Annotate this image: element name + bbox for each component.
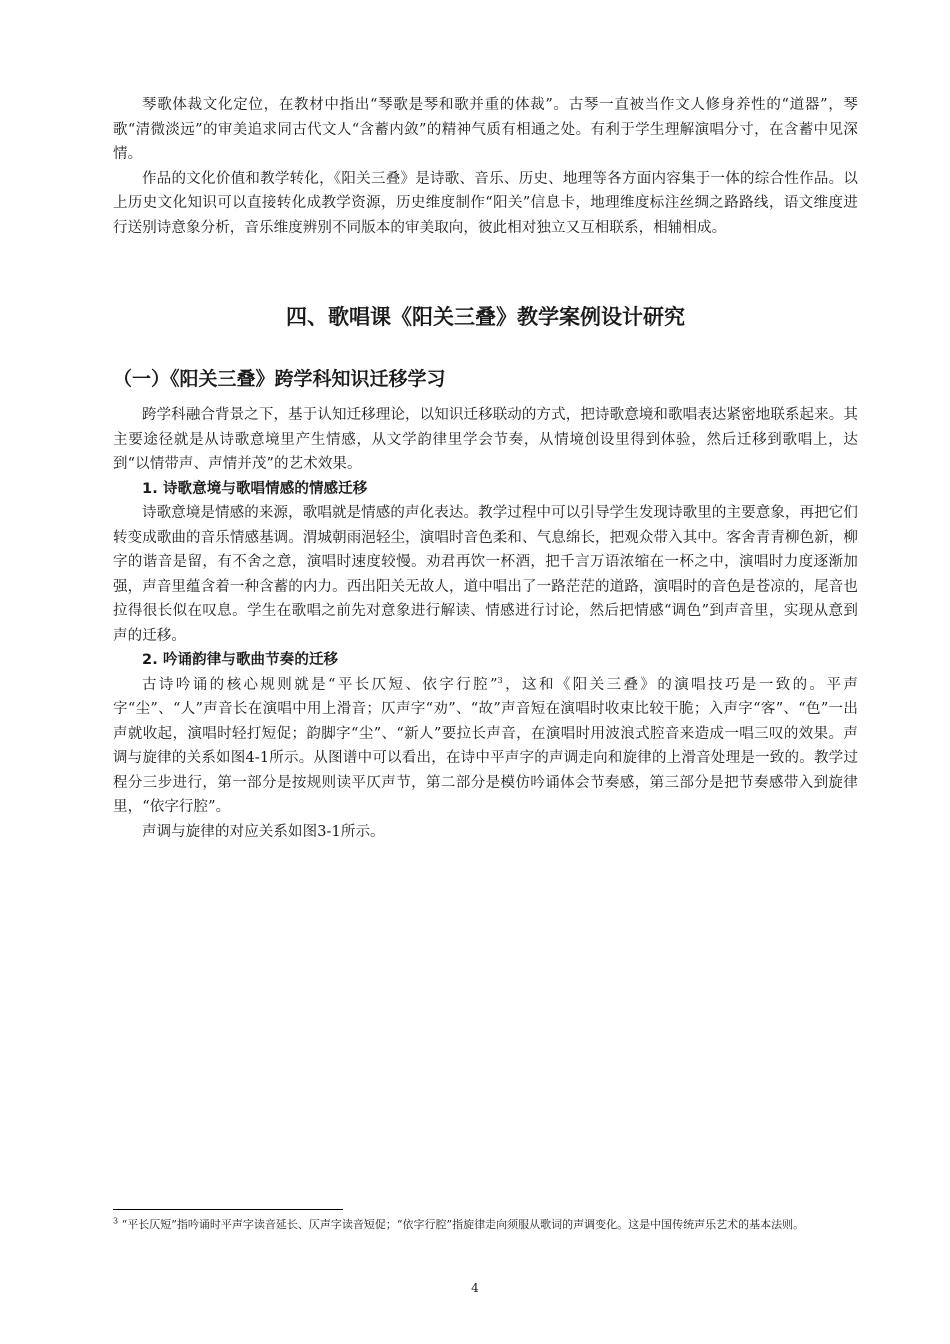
page-number: 4 [471,1281,479,1295]
footnote [113,1216,858,1233]
paragraph-section-intro: 跨学科融合背景之下，基于认知迁移理论，以知识迁移联动的方式，把诗歌意境和歌唱表达紧密地联系起来。其主要途径就是从诗歌意境里产生情感，从文学韵律里学会节奏，从情境创设里得到体验，然后迁移到歌唱上，达到“以情带声、声情并茂”的艺术效果。 [113,407,858,472]
subheading-rhythm-transfer: 2. 吟诵韵律与歌曲节奏的迁移 [142,652,339,668]
section-body [113,403,858,844]
rhythm-text-part-1: 古诗吟诵的核心规则就是“平长仄短、依字行腔” [142,676,498,693]
footnote-text: “平长仄短”指吟诵时平声字读音延长、仄声字读音短促；“依字行腔”指旋律走向须服从歌词的声调变化。这是中国传统声乐艺术的基本法则。 [121,1218,805,1231]
section-heading: （一）《阳关三叠》跨学科知识迁移学习 [113,368,446,390]
chapter-heading: 四、歌唱课《阳关三叠》教学案例设计研究 [286,305,685,329]
paragraph-figure-reference: 声调与旋律的对应关系如图3-1所示。 [142,823,385,840]
footnote-separator [113,1209,343,1210]
top-text-block [113,93,858,240]
subheading-emotion-transfer: 1. 诗歌意境与歌唱情感的情感迁移 [142,480,368,497]
paragraph-rhythm-transfer [113,673,858,820]
rhythm-text-part-2: ，这和《阳关三叠》的演唱技巧是一致的。平声字“尘”、“人”声音长在演唱中用上滑音；仄声字“劝”、“故”声音短在演唱时收束比较干脆；入声字“客”、“色”一出声就收起，演唱时轻打短促；韵脚字“尘”、“新人”要拉长声音，在演唱时用波浪式腔音来造成一唱三叹的效果。声调与旋律的关系如图4-1所示。从图谱中可以看出，在诗中平声字的声调走向和旋律的上滑音处理是一致的。教学过程分三步进行，第一部分是按规则读平仄声节，第二部分是模仿吟诵体会节奏感，第三部分是把节奏感带入到旋律里，“依字行腔”。 [113,676,858,815]
paragraph-emotion-transfer: 诗歌意境是情感的来源，歌唱就是情感的声化表达。教学过程中可以引导学生发现诗歌里的主要意象，再把它们转变成歌曲的音乐情感基调。渭城朝雨浥轻尘，演唱时音色柔和、气息绵长，把观众带入其中。客舍青青柳色新，柳字的谐音是留，有不舍之意，演唱时速度较慢。劝君再饮一杯酒，把千言万语浓缩在一杯之中，演唱时力度逐渐加强，声音里蕴含着一种含蓄的内力。西出阳关无故人，道中唱出了一路茫茫的道路，演唱时的音色是苍凉的，尾音也拉得很长似在叹息。学生在歌唱之前先对意象进行解读、情感进行讨论，然后把情感“调色”到声音里，实现从意到声的迁移。 [113,505,858,644]
paragraph-cultural-value: 作品的文化价值和教学转化，《阳关三叠》是诗歌、音乐、历史、地理等各方面内容集于一体的综合性作品。以上历史文化知识可以直接转化成教学资源，历史维度制作“阳关”信息卡，地理维度标注丝绸之路路线，语文维度进行送别诗意象分析，音乐维度辨别不同版本的审美取向，彼此相对独立又互相联系，相辅相成。 [113,170,858,236]
footnote-reference[interactable]: 3 [497,675,503,685]
footnote-mark: 3 [113,1216,119,1226]
paragraph-qin-song-positioning: 琴歌体裁文化定位，在教材中指出“琴歌是琴和歌并重的体裁”。古琴一直被当作文人修身养性的“道器”，琴歌“清微淡远”的审美追求同古代文人“含蓄内敛”的精神气质有相通之处。有利于学生理解演唱分寸，在含蓄中见深情。 [113,97,858,162]
